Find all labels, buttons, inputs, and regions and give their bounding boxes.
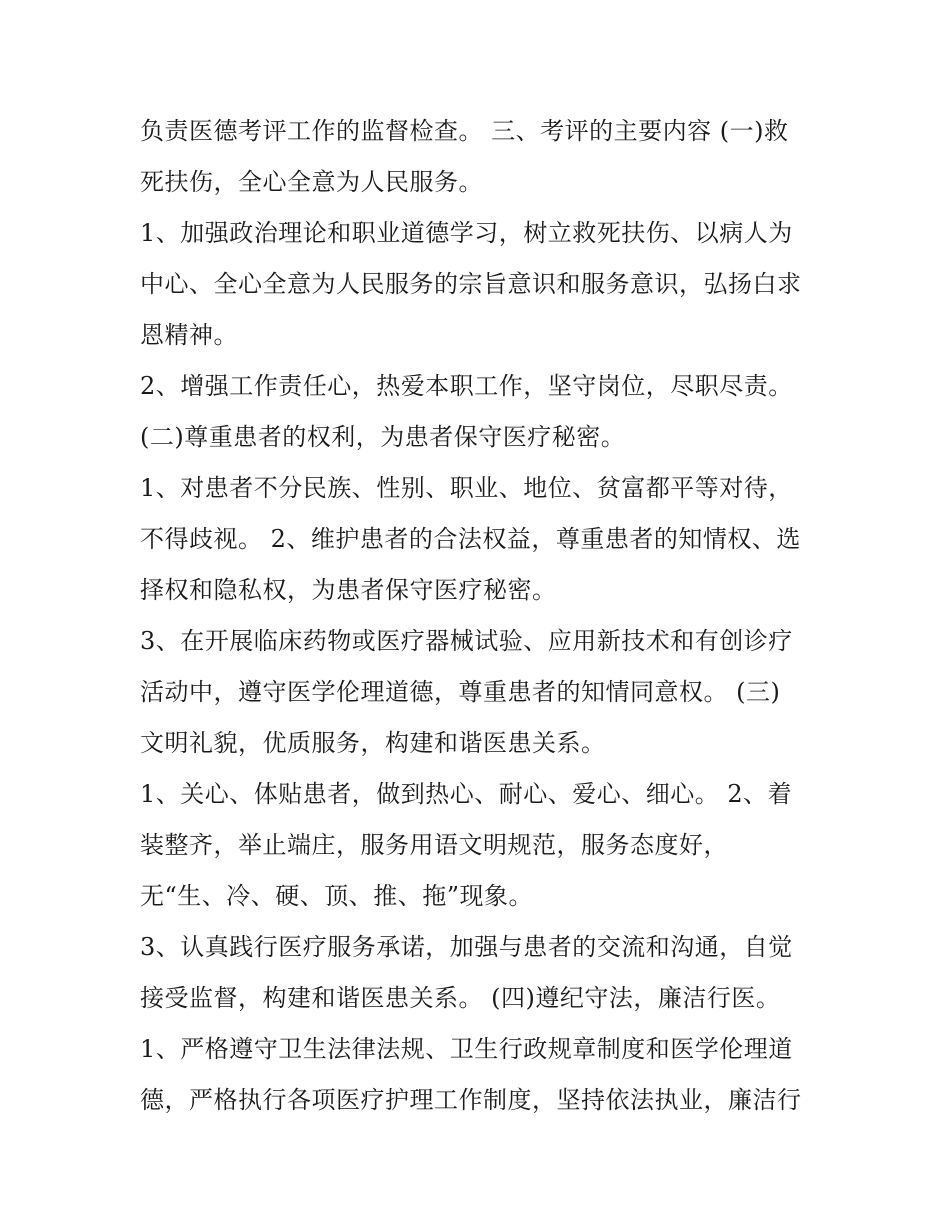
- text-line: 负责医德考评工作的监督检查。 三、考评的主要内容 (一)救: [140, 117, 789, 145]
- text-line: 1、关心、体贴患者，做到热心、耐心、爱心、细心。 2、着: [140, 780, 793, 808]
- text-line: 3、在开展临床药物或医疗器械试验、应用新技术和有创诊疗: [140, 627, 793, 655]
- text-line: 不得歧视。 2、维护患者的合法权益，尊重患者的知情权、选: [140, 525, 801, 553]
- text-line: 2、增强工作责任心，热爱本职工作，坚守岗位，尽职尽责。: [140, 372, 793, 400]
- text-line: 恩精神。: [140, 321, 238, 349]
- text-line: 3、认真践行医疗服务承诺，加强与患者的交流和沟通，自觉: [140, 933, 793, 961]
- document-body: [140, 106, 820, 1126]
- text-line: 1、严格遵守卫生法律法规、卫生行政规章制度和医学伦理道: [140, 1035, 793, 1063]
- text-line: 活动中，遵守医学伦理道德，尊重患者的知情同意权。 (三): [140, 678, 781, 706]
- text-line: 死扶伤，全心全意为人民服务。: [140, 168, 483, 196]
- text-line: 中心、全心全意为人民服务的宗旨意识和服务意识，弘扬白求: [140, 270, 802, 298]
- text-line: 1、加强政治理论和职业道德学习，树立救死扶伤、以病人为: [140, 219, 793, 247]
- text-line: 接受监督，构建和谐医患关系。 (四)遵纪守法，廉洁行医。: [140, 984, 781, 1012]
- text-line: 1、对患者不分民族、性别、职业、地位、贫富都平等对待，: [140, 474, 793, 502]
- text-line: 无“生、冷、硬、顶、推、拖”现象。: [140, 882, 534, 910]
- text-line: (二)尊重患者的权利，为患者保守医疗秘密。: [140, 423, 626, 451]
- text-line: 德，严格执行各项医疗护理工作制度，坚持依法执业，廉洁行: [140, 1086, 802, 1114]
- text-line: 文明礼貌，优质服务，构建和谐医患关系。: [140, 729, 606, 757]
- text-line: 择权和隐私权，为患者保守医疗秘密。: [140, 576, 557, 604]
- text-line: 装整齐，举止端庄，服务用语文明规范，服务态度好，: [140, 831, 728, 859]
